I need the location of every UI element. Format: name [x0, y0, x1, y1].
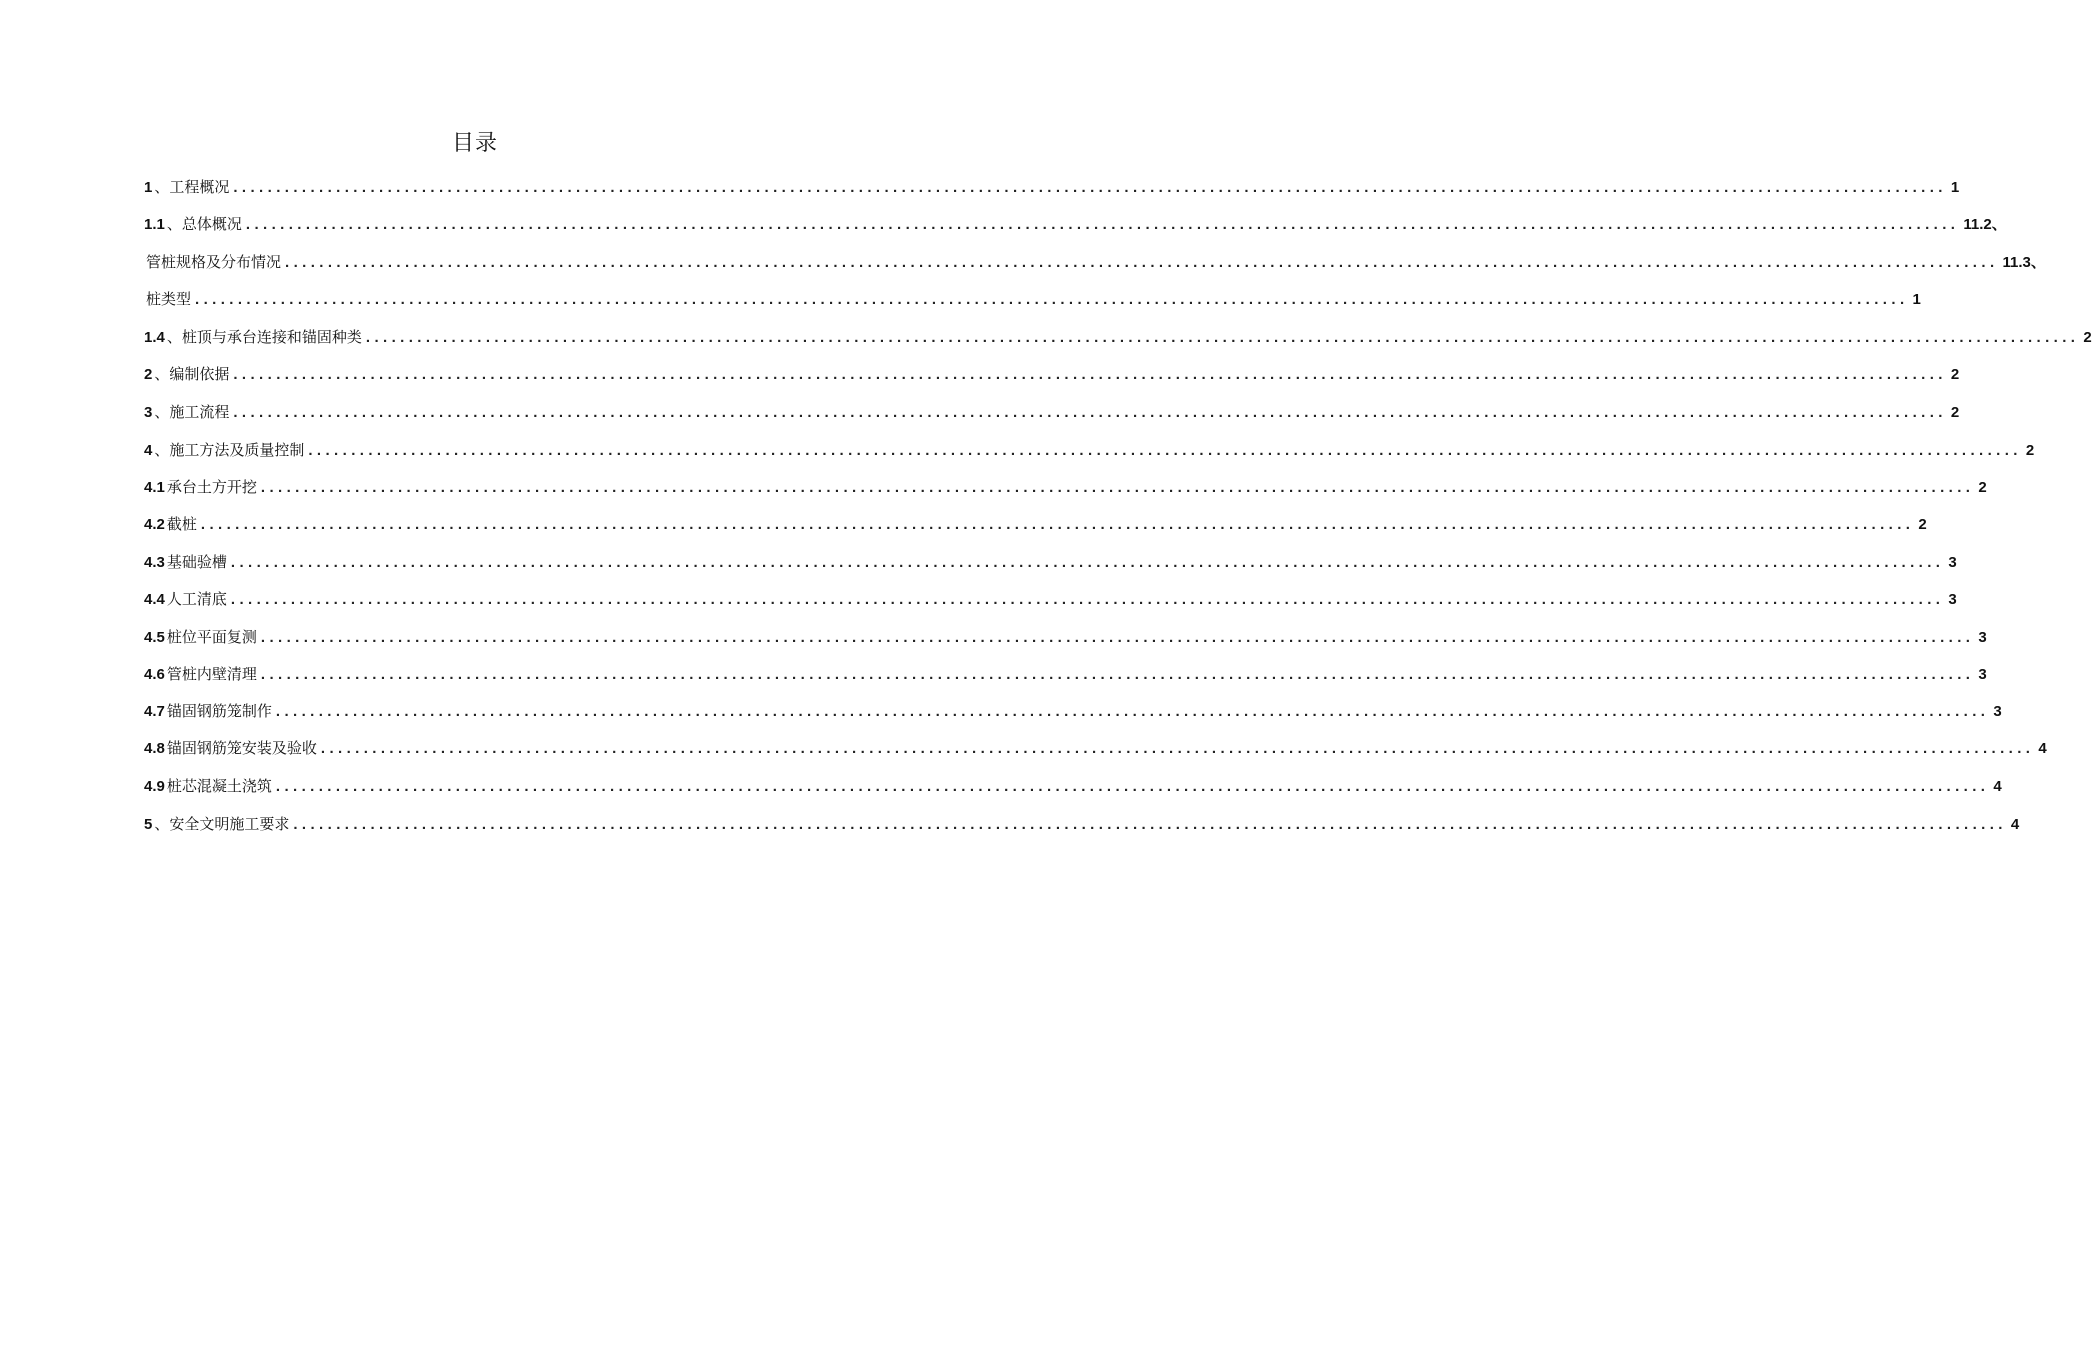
toc-entry[interactable] — [144, 588, 1957, 612]
toc-entry-number: 1 — [144, 179, 153, 196]
toc-entry-page: 2 — [1978, 479, 1987, 496]
toc-entry-page: 2 — [1918, 516, 1927, 533]
toc-entry[interactable] — [144, 401, 1960, 425]
toc-entry-label: 人工清底 — [166, 590, 227, 608]
toc-entry-label: 管桩内壁清理 — [166, 665, 257, 683]
toc-entry-page: 11.3、 — [2002, 254, 2046, 271]
toc-entry-number: 4.7 — [144, 703, 165, 720]
toc-entry-number: 4.6 — [144, 666, 165, 683]
dot-leader: ........................................................................................................................................................................................................ — [230, 554, 1945, 571]
toc-entry[interactable] — [144, 439, 2035, 463]
toc-entry[interactable] — [144, 251, 2046, 275]
toc-entry-page: 11.2、 — [1963, 216, 2007, 233]
toc-entry-page: 4 — [2038, 740, 2047, 757]
toc-entry-label: 锚固钢筋笼安装及验收 — [166, 739, 317, 757]
toc-entry[interactable] — [144, 176, 1960, 200]
toc-entry-number: 4.4 — [144, 591, 165, 608]
dot-leader: ........................................................................................................................................................................................................ — [233, 179, 1947, 196]
toc-entry-label: 管桩规格及分布情况 — [146, 253, 282, 271]
dot-leader: ........................................................................................................................................................................................................ — [308, 442, 2022, 459]
toc-entry-number: 1.4 — [144, 329, 165, 346]
dot-leader: ........................................................................................................................................................................................................ — [275, 703, 1990, 720]
toc-entry-label: 桩芯混凝土浇筑 — [166, 777, 272, 795]
toc-entry-number: 4 — [144, 442, 153, 459]
toc-entry[interactable] — [144, 737, 2047, 761]
dot-leader: ........................................................................................................................................................................................................ — [230, 591, 1945, 608]
toc-entry-page: 3 — [1978, 666, 1987, 683]
dot-leader: ........................................................................................................................................................................................................ — [260, 629, 1975, 646]
toc-entry[interactable] — [144, 476, 1987, 500]
dot-leader: ........................................................................................................................................................................................................ — [260, 479, 1975, 496]
toc-entry[interactable] — [144, 700, 2002, 724]
toc-entry-page: 2 — [2025, 442, 2035, 459]
toc-entry[interactable] — [144, 775, 2002, 799]
toc-entry-number: 3 — [144, 404, 153, 421]
toc-entry-number: 4.8 — [144, 740, 165, 757]
toc-entry[interactable] — [144, 326, 2092, 350]
toc-entry-page: 2 — [1950, 404, 1960, 421]
toc-entry-page: 4 — [2010, 816, 2020, 833]
dot-leader: ........................................................................................................................................................................................................ — [365, 329, 2080, 346]
toc-entry-number: 5 — [144, 816, 153, 833]
toc-entry-label: 桩位平面复测 — [166, 628, 257, 646]
toc-entry[interactable] — [144, 663, 1987, 687]
dot-leader: ........................................................................................................................................................................................................ — [260, 666, 1975, 683]
dot-leader: ........................................................................................................................................................................................................ — [320, 740, 2035, 757]
toc-entry-page: 3 — [1978, 629, 1987, 646]
toc-entry-number: 1.1 — [144, 216, 165, 233]
toc-entry-page: 1 — [1912, 291, 1921, 308]
toc-entry-page: 3 — [1948, 554, 1957, 571]
toc-entry-label: 锚固钢筋笼制作 — [166, 702, 272, 720]
dot-leader: ........................................................................................................................................................................................................ — [195, 291, 1909, 308]
toc-entry-label: 承台土方开挖 — [166, 478, 257, 496]
dot-leader: ........................................................................................................................................................................................................ — [233, 366, 1947, 383]
toc-entry-page: 3 — [1948, 591, 1957, 608]
toc-entry[interactable] — [144, 363, 1960, 387]
toc-entry-page: 2 — [2083, 329, 2092, 346]
toc-entry-label: 、编制依据 — [154, 365, 230, 383]
toc-entry[interactable] — [144, 213, 2007, 237]
toc-entry-number: 4.3 — [144, 554, 165, 571]
toc-entry-page: 3 — [1993, 703, 2002, 720]
toc-entry-page: 1 — [1950, 179, 1960, 196]
toc-entry-label: 、安全文明施工要求 — [154, 815, 290, 833]
toc-entry[interactable] — [144, 513, 1927, 537]
toc-entry-page: 4 — [1993, 778, 2002, 795]
toc-entry-number: 4.1 — [144, 479, 165, 496]
dot-leader: ........................................................................................................................................................................................................ — [275, 778, 1990, 795]
toc-entry-label: 、工程概况 — [154, 178, 230, 196]
dot-leader: ........................................................................................................................................................................................................ — [285, 254, 1999, 271]
toc-entry-label: 桩类型 — [146, 290, 192, 308]
toc-entry-label: 截桩 — [166, 515, 197, 533]
dot-leader: ........................................................................................................................................................................................................ — [233, 404, 1947, 421]
toc-entry-label: 、施工流程 — [154, 403, 230, 421]
toc-entry[interactable] — [144, 626, 1987, 650]
toc-entry-number: 4.9 — [144, 778, 165, 795]
dot-leader: ........................................................................................................................................................................................................ — [293, 816, 2007, 833]
toc-entry-label: 、总体概况 — [166, 215, 242, 233]
toc-title: 目录 — [451, 131, 498, 156]
dot-leader: ........................................................................................................................................................................................................ — [200, 516, 1915, 533]
toc-entry-number: 2 — [144, 366, 153, 383]
toc-entry[interactable] — [144, 288, 1921, 312]
toc-entry-number: 4.2 — [144, 516, 165, 533]
toc-entry-page: 2 — [1950, 366, 1960, 383]
toc-entry-label: 、施工方法及质量控制 — [154, 441, 305, 459]
toc-entry[interactable] — [144, 813, 2020, 837]
toc-entry[interactable] — [144, 551, 1957, 575]
dot-leader: ........................................................................................................................................................................................................ — [245, 216, 1960, 233]
toc-entry-label: 、桩顶与承台连接和锚固种类 — [166, 328, 362, 346]
toc-entry-number: 4.5 — [144, 629, 165, 646]
toc-entry-label: 基础验槽 — [166, 553, 227, 571]
